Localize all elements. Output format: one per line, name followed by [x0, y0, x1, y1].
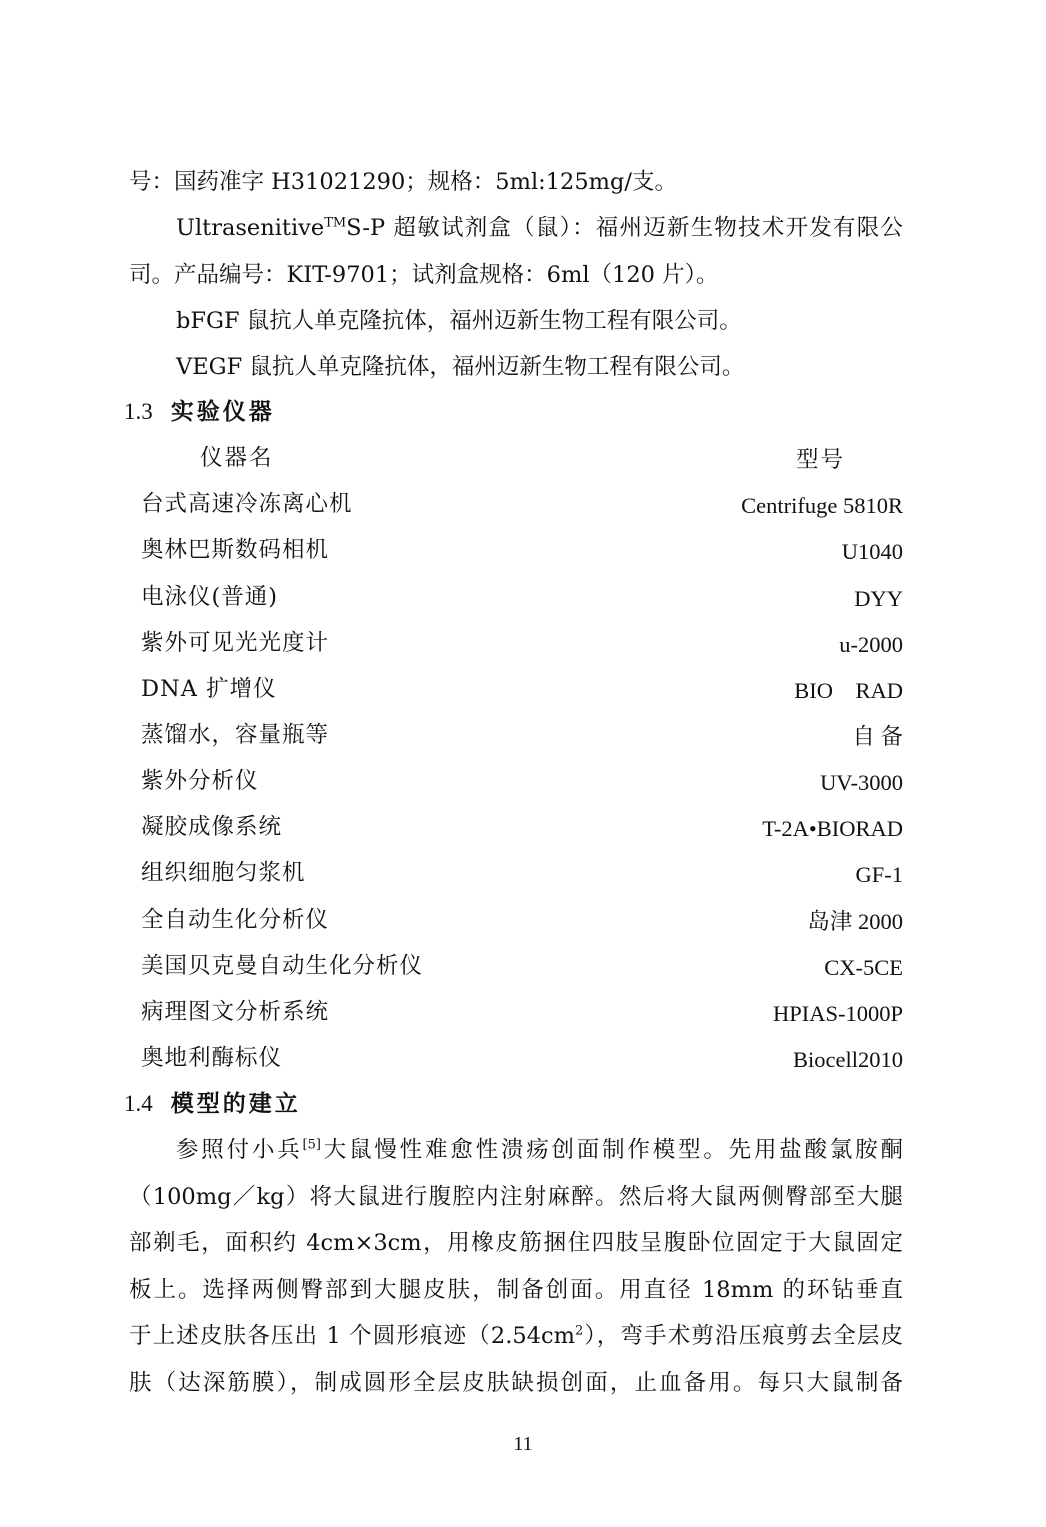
table-row-name: 台式高速冷冻离心机 [141, 491, 353, 517]
page-number: 11 [513, 1433, 533, 1455]
superscript: 2 [574, 1323, 584, 1339]
section-title: 模型的建立 [170, 1091, 301, 1117]
trademark-mark: TM [324, 215, 347, 231]
table-row-model: UV-3000 [820, 770, 903, 795]
table-row-model: Biocell2010 [793, 1047, 903, 1072]
table-header-model: 型号 [796, 447, 846, 473]
table-row-model: U1040 [841, 539, 903, 564]
table-row-model: DYY [854, 586, 903, 611]
table-header-name: 仪器名 [200, 445, 274, 471]
paragraph-text: 大鼠慢性难愈性溃疡创面制作模型。先用盐酸氯胺酮 [320, 1137, 903, 1163]
table-row-name: 紫外分析仪 [141, 768, 259, 794]
table-row-name: 奥地利酶标仪 [141, 1045, 283, 1071]
citation-reference: [5] [302, 1137, 321, 1153]
table-row-name: 美国贝克曼自动生化分析仪 [141, 953, 424, 979]
table-row-model: 自 备 [852, 724, 903, 749]
table-row-name: 紫外可见光光度计 [141, 630, 330, 656]
paragraph-line-5 [129, 1321, 903, 1351]
table-row-model: CX-5CE [824, 955, 903, 980]
table-row-model: T-2A•BIORAD [762, 816, 903, 841]
table-row-name: 蒸馏水，容量瓶等 [141, 722, 330, 748]
section-number: 1.3 [124, 399, 153, 424]
table-row-name: 病理图文分析系统 [141, 999, 330, 1025]
intro-line-1: 号：国药准字 H31021290；规格：5ml:125mg/支。 [129, 169, 677, 195]
intro-line-4: bFGF 鼠抗人单克隆抗体，福州迈新生物工程有限公司。 [176, 308, 742, 334]
kit-description: S-P 超敏试剂盒（鼠）：福州迈新生物技术开发有限公 [346, 215, 903, 241]
paragraph-line-3: 部剃毛，面积约 4cm×3cm，用橡皮筋捆住四肢呈腹卧位固定于大鼠固定 [129, 1230, 903, 1256]
table-row-name: 凝胶成像系统 [141, 814, 283, 840]
paragraph-text: ），弯手术剪沿压痕剪去全层皮 [583, 1323, 903, 1349]
paragraph-line-2: （100mg／kg）将大鼠进行腹腔内注射麻醉。然后将大鼠两侧臀部至大腿 [129, 1184, 903, 1210]
table-row-name: 全自动生化分析仪 [141, 907, 330, 933]
table-row-model: u-2000 [839, 632, 903, 657]
section-number: 1.4 [124, 1091, 153, 1116]
section-heading-1-4 [124, 1089, 301, 1119]
table-row-model: BIO RAD [794, 678, 903, 703]
section-title: 实验仪器 [170, 399, 275, 425]
table-row-model: HPIAS-1000P [772, 1001, 903, 1026]
table-row-model: GF-1 [855, 862, 903, 887]
table-row-name: 奥林巴斯数码相机 [141, 537, 330, 563]
kit-brand: Ultrasenitive [176, 215, 325, 241]
intro-line-5: VEGF 鼠抗人单克隆抗体，福州迈新生物工程有限公司。 [176, 354, 745, 380]
intro-line-2 [176, 213, 903, 243]
table-row-model: 岛津 2000 [807, 909, 903, 934]
paragraph-line-4: 板上。选择两侧臀部到大腿皮肤，制备创面。用直径 18mm 的环钻垂直 [129, 1277, 903, 1303]
intro-line-3: 司。产品编号：KIT-9701；试剂盒规格：6ml（120 片）。 [129, 262, 719, 288]
table-row-name: DNA 扩增仪 [141, 676, 277, 702]
table-row-name: 电泳仪(普通) [141, 584, 279, 610]
section-heading-1-3 [124, 397, 275, 427]
paragraph-text: 参照付小兵 [176, 1137, 303, 1163]
table-row-name: 组织细胞匀浆机 [141, 860, 306, 886]
table-row-model: Centrifuge 5810R [741, 493, 903, 518]
paragraph-line-6: 肤（达深筋膜），制成圆形全层皮肤缺损创面，止血备用。每只大鼠制备 [129, 1370, 903, 1396]
paragraph-line-1 [176, 1135, 903, 1165]
paragraph-text: 于上述皮肤各压出 1 个圆形痕迹（2.54cm [129, 1323, 575, 1349]
